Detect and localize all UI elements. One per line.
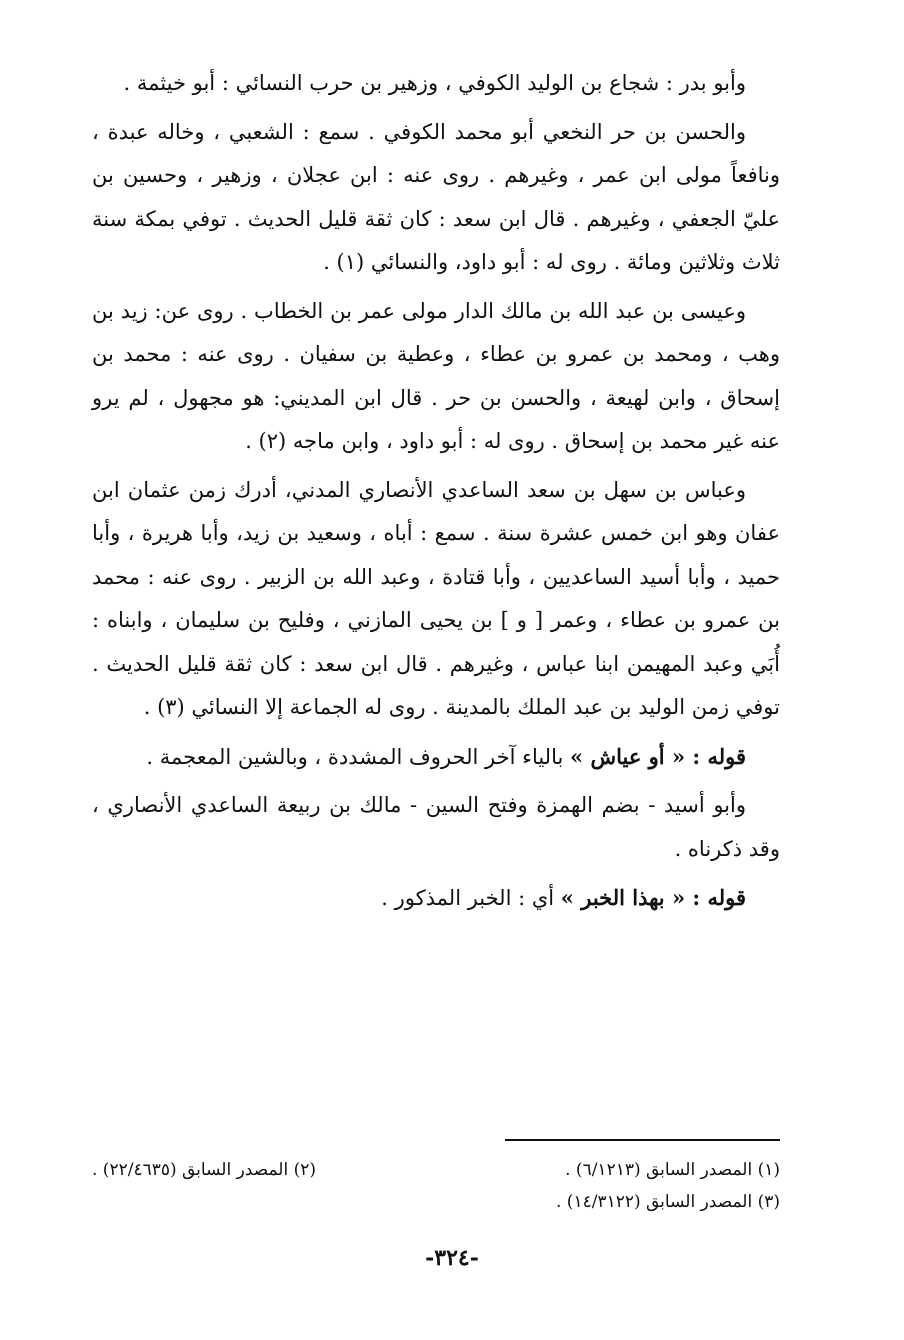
paragraph-abbas-ibn-sahl: وعباس بن سهل بن سعد الساعدي الأنصاري المدني، أدرك زمن عثمان ابن عفان وهو ابن خمس عشرة سنة . سمع : أباه ، وسعيد بن زيد، وأبا هريرة ، وأبا حميد ، وأبا أسيد الساعديين ، وأبا قتادة ، وعبد الله بن الزبير . روى عنه : محمد بن عمرو بن عطاء ، وعمر [ و ] بن يحيى المازني ، وفليح بن سليمان ، وابناه : أُبَي وعبد المهيمن ابنا عباس ، وغيرهم . قال ابن سعد : كان ثقة قليل الحديث . توفي زمن الوليد بن عبد الملك بالمدينة . روى له الجماعة إلا النسائي (٣) . bbox=[92, 477, 780, 719]
paragraph-abu-asid: وأبو أسيد - بضم الهمزة وفتح السين - مالك بن ربيعة الساعدي الأنصاري ، وقد ذكرناه . bbox=[92, 793, 780, 861]
paragraph-hasan-ibn-hurr: والحسن بن حر النخعي أبو محمد الكوفي . سمع : الشعبي ، وخاله عبدة ، ونافعاً مولى ابن عمر ، وغيرهم . روى عنه : ابن عجلان ، وزهير ، وحسين بن عليّ الجعفي ، وغيرهم . قال ابن سعد : كان ثقة قليل الحديث . توفي بمكة سنة ثلاث وثلاثين ومائة . روى له : أبو داود، والنسائي (١) . bbox=[92, 119, 780, 274]
footnote-1: (١) المصدر السابق (٦/١٢١٣) . bbox=[565, 1160, 780, 1180]
page-number: -٣٢٤- bbox=[425, 1245, 479, 1271]
note-text: بالياء آخر الحروف المشددة ، وبالشين المعجمة . bbox=[146, 744, 571, 769]
paragraph-isa-ibn-abdullah: وعيسى بن عبد الله بن مالك الدار مولى عمر بن الخطاب . روى عن: زيد بن وهب ، ومحمد بن عمرو بن عطاء ، وعطية بن سفيان . روى عنه : محمد بن إسحاق ، وابن لهيعة ، والحسن بن حر . قال ابن المديني: هو مجهول ، لم يرو عنه غير محمد بن إسحاق . روى له : أبو داود ، وابن ماجه (٢) . bbox=[92, 298, 780, 453]
paragraph-abu-badr: وأبو بدر : شجاع بن الوليد الكوفي ، وزهير بن حرب النسائي : أبو خيثمة . bbox=[123, 71, 746, 95]
paragraph-note-khabar bbox=[92, 876, 780, 921]
footnotes bbox=[92, 1154, 780, 1218]
footnote-row bbox=[92, 1186, 780, 1218]
main-text bbox=[92, 62, 780, 926]
footnote-row bbox=[92, 1154, 780, 1186]
note-lead: قوله : « بهذا الخبر » bbox=[560, 885, 746, 910]
paragraph-note-ayyash bbox=[92, 735, 780, 780]
footnote-3: (٣) المصدر السابق (١٤/٣١٢٢) . bbox=[556, 1192, 780, 1212]
note-text: أي : الخبر المذكور . bbox=[381, 886, 561, 910]
footnote-2: (٢) المصدر السابق (٢٢/٤٦٣٥) . bbox=[92, 1160, 316, 1180]
note-lead: قوله : « أو عياش » bbox=[570, 743, 746, 769]
footnote-separator bbox=[505, 1139, 780, 1141]
